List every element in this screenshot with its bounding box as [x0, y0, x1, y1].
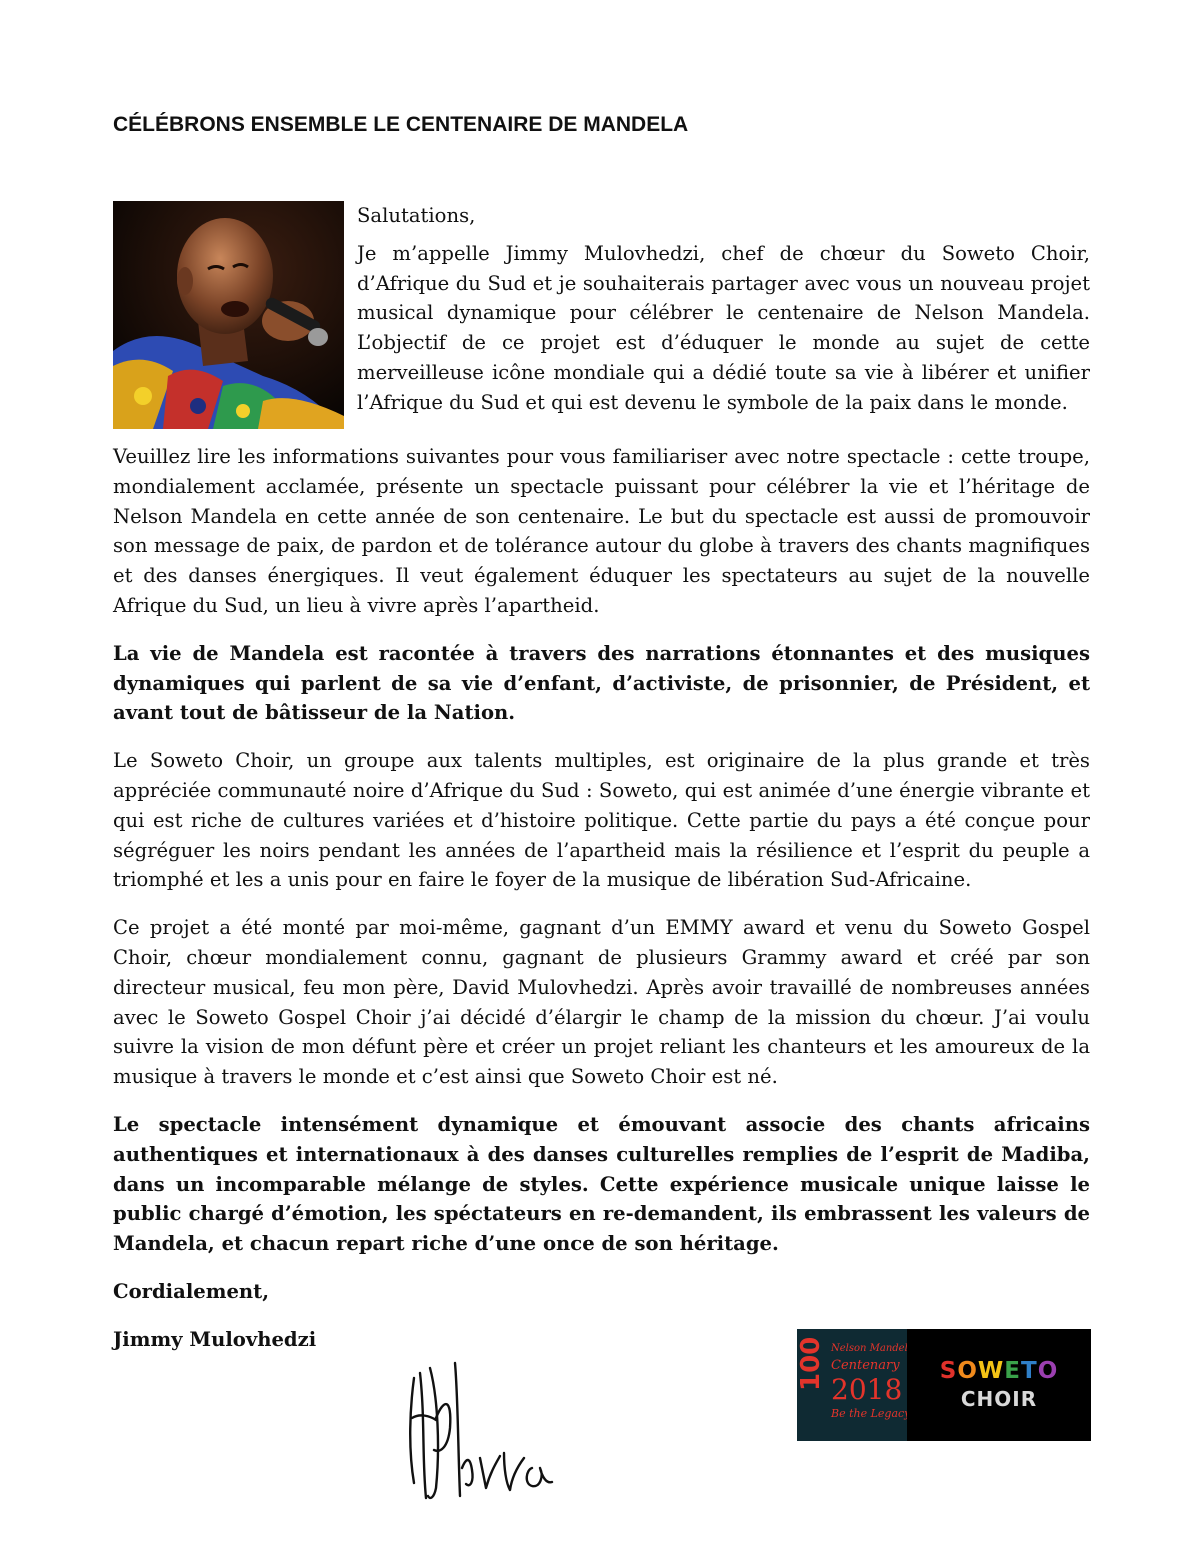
soweto-choir-logo — [907, 1329, 1091, 1441]
logo-banner — [797, 1329, 1091, 1441]
soweto-letter: E — [1004, 1358, 1021, 1384]
signer-name: Jimmy Mulovhedzi — [113, 1327, 317, 1351]
svg-text:2018: 2018 — [831, 1373, 903, 1406]
signature — [400, 1358, 560, 1508]
signature-icon — [400, 1358, 560, 1508]
intro-block — [357, 201, 1090, 426]
closing: Cordialement, — [113, 1279, 270, 1303]
paragraph-5: Le spectacle intensément dynamique et émouvant associe des chants africains authentiques et internationaux à des danses culturelles remplies de l’esprit de Madiba, dans un incomparable mélange de styles. Cette expérience musicale unique laisse le public chargé d’émotion, les spéctateurs en re-demandent, ils embrassent les valeurs de Mandela, et chacun repart riche d’une once de son héritage. — [113, 1112, 1090, 1256]
greeting: Salutations, — [357, 204, 476, 227]
centenary-logo — [797, 1329, 907, 1441]
svg-text:Nelson Mandela: Nelson Mandela — [831, 1343, 907, 1354]
portrait-photo — [113, 201, 344, 429]
svg-text:Be the Legacy: Be the Legacy — [831, 1407, 907, 1420]
intro-paragraph: Je m’appelle Jimmy Mulovhedzi, chef de chœur du Soweto Choir, d’Afrique du Sud et je souhaiterais partager avec vous un nouveau projet musical dynamique pour célébrer le centenaire de Nelson Mandela. L’objectif de ce projet est d’éduquer le monde au sujet de cette merveilleuse icône mondiale qui a dédié toute sa vie à libérer et unifier l’Afrique du Sud et qui est devenu le symbole de la paix dans le monde. — [357, 241, 1090, 414]
paragraph-3: Le Soweto Choir, un groupe aux talents multiples, est originaire de la plus grande et très appréciée communauté noire d’Afrique du Sud : Soweto, qui est animée d’une énergie vibrante et qui est riche de cultures variées et d’histoire politique. Cette partie du pays a été conçue pour ségréguer les noirs pendant les années de l’apartheid mais la résilience et l’esprit du peuple a triomphé et les a unis pour en faire le foyer de la musique de libération Sud-Africaine. — [113, 749, 1090, 892]
document-title: CÉLÉBRONS ENSEMBLE LE CENTENAIRE DE MANDELA — [113, 113, 689, 136]
choir-wordmark: CHOIR — [960, 1387, 1038, 1411]
soweto-letter: O — [1037, 1358, 1059, 1384]
soweto-wordmark — [940, 1357, 1059, 1385]
paragraph-1: Veuillez lire les informations suivantes pour vous familiariser avec notre spectacle : cette troupe, mondialement acclamée, présente un spectacle puissant pour célébrer la vie et l’héritage de Nelson Mandela en cette année de son centenaire. Le but du spectacle est aussi de promouvoir son message de paix, de pardon et de tolérance autour du globe à travers des chants magnifiques et des danses énergiques. Il veut également éduquer les spectateurs au sujet de la nouvelle Afrique du Sud, un lieu à vivre après l’apartheid. — [113, 445, 1090, 617]
paragraph-4: Ce projet a été monté par moi-même, gagnant d’un EMMY award et venu du Soweto Gospel Choir, chœur mondialement connu, gagnant de plusieurs Grammy award et créé par son directeur musical, feu mon père, David Mulovhedzi. Après avoir travaillé de nombreuses années avec le Soweto Gospel Choir j’ai décidé d’élargir le champ de la mission du chœur. J’ai voulu suivre la vision de mon défunt père et créer un projet reliant les chanteurs et les amoureux de la musique à travers le monde et c’est ainsi que Soweto Choir est né. — [113, 916, 1090, 1089]
svg-text:Centenary: Centenary — [831, 1358, 900, 1373]
paragraph-2: La vie de Mandela est racontée à travers des narrations étonnantes et des musiques dynamiques qui parlent de sa vie d’enfant, d’activiste, de prisonnier, de Président, et avant tout de bâtisseur de la Nation. — [113, 641, 1090, 725]
centenary-badge-icon — [797, 1329, 907, 1441]
singer-photo-icon — [113, 201, 344, 429]
soweto-letter: W — [977, 1358, 1005, 1384]
letter-body — [113, 442, 1090, 1373]
soweto-letter: O — [957, 1358, 978, 1384]
soweto-letter: T — [1020, 1358, 1038, 1384]
badge-number: 100 — [797, 1336, 826, 1391]
soweto-letter: S — [939, 1358, 958, 1384]
